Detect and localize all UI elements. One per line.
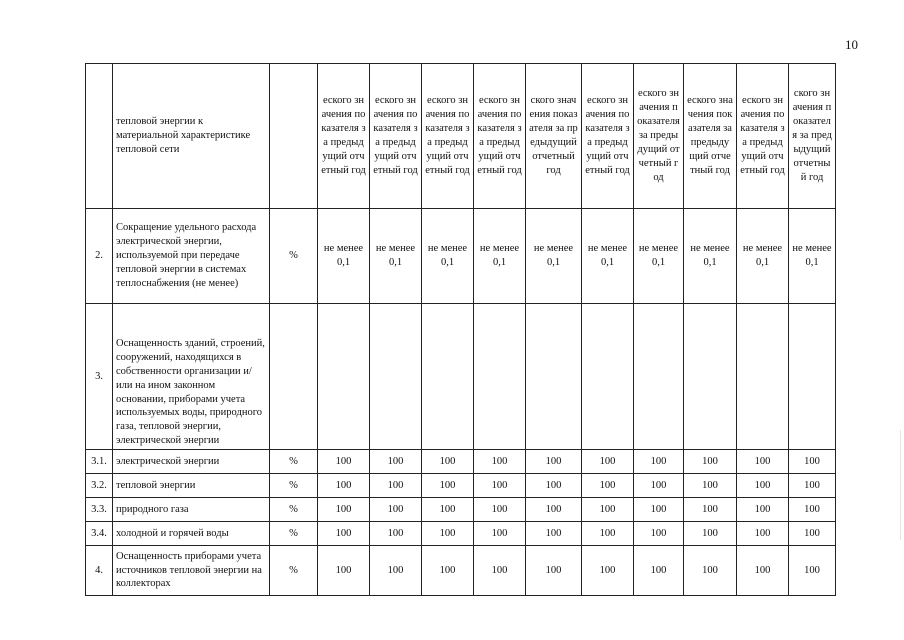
value-cell: ского значения показателя за предыдущий отчетный год — [789, 64, 836, 209]
value-cell: 100 — [526, 450, 582, 474]
value-cell: 100 — [318, 474, 370, 498]
value-cell: не менее 0,1 — [526, 209, 582, 304]
value-cell: 100 — [526, 546, 582, 596]
value-cell: 100 — [634, 546, 684, 596]
page-number: 10 — [845, 37, 858, 52]
value-cell: 100 — [474, 546, 526, 596]
indicator-name: электрической энергии — [113, 450, 270, 474]
value-cell: не менее 0,1 — [582, 209, 634, 304]
value-cell — [370, 304, 422, 450]
value-cell: 100 — [737, 546, 789, 596]
table-row — [86, 450, 836, 474]
table-row — [86, 304, 836, 450]
value-cell: 100 — [789, 474, 836, 498]
value-cell: 100 — [634, 474, 684, 498]
scan-edge-mark — [900, 430, 901, 540]
value-cell: 100 — [582, 498, 634, 522]
value-cell: 100 — [526, 498, 582, 522]
value-cell: 100 — [318, 498, 370, 522]
row-number: 2. — [86, 209, 113, 304]
indicator-name: Сокращение удельного расхода электрической энергии, используемой при передаче тепловой энергии в системах теплоснабжения (не менее) — [113, 209, 270, 304]
value-cell: еского значения показателя за предыдущий отчетный год — [422, 64, 474, 209]
table-row — [86, 522, 836, 546]
value-cell — [634, 304, 684, 450]
value-cell: еского значения показателя за предыдущий отчетный год — [474, 64, 526, 209]
unit-cell — [270, 64, 318, 209]
value-cell: 100 — [474, 450, 526, 474]
value-cell — [737, 304, 789, 450]
row-number: 4. — [86, 546, 113, 596]
value-cell: еского значения показателя за предыдущий отчетный год — [737, 64, 789, 209]
value-cell: 100 — [789, 546, 836, 596]
row-number: 3.4. — [86, 522, 113, 546]
value-cell: 100 — [370, 522, 422, 546]
value-cell — [789, 304, 836, 450]
value-cell: 100 — [789, 498, 836, 522]
value-cell: еского значения показателя за предыдущий отчетный год — [370, 64, 422, 209]
value-cell: 100 — [422, 546, 474, 596]
table-row — [86, 498, 836, 522]
value-cell: 100 — [634, 498, 684, 522]
unit-cell: % — [270, 474, 318, 498]
value-cell: 100 — [422, 498, 474, 522]
value-cell: еского значения показателя за предыдущий отчетный год — [318, 64, 370, 209]
value-cell: 100 — [474, 474, 526, 498]
table-row — [86, 546, 836, 596]
indicator-name: Оснащенность зданий, строений, сооружений, находящихся в собственности организации и/или на ином законном основании, приборами учета используемых воды, природного газа, тепловой энергии, электрической энергии — [116, 338, 265, 447]
row-number: 3.2. — [86, 474, 113, 498]
value-cell — [684, 304, 737, 450]
value-cell: 100 — [474, 522, 526, 546]
value-cell: 100 — [582, 546, 634, 596]
value-cell: 100 — [318, 546, 370, 596]
value-cell: не менее 0,1 — [634, 209, 684, 304]
value-cell: 100 — [582, 522, 634, 546]
value-cell: 100 — [526, 522, 582, 546]
value-cell — [474, 304, 526, 450]
row-number: 3.3. — [86, 498, 113, 522]
indicator-name: холодной и горячей воды — [113, 522, 270, 546]
value-cell: 100 — [474, 498, 526, 522]
table-row — [86, 209, 836, 304]
unit-cell: % — [270, 209, 318, 304]
unit-cell: % — [270, 450, 318, 474]
indicator-name: тепловой энергии к материальной характеристике тепловой сети — [113, 64, 270, 209]
row-number — [86, 64, 113, 209]
value-cell: 100 — [684, 522, 737, 546]
table-row — [86, 64, 836, 209]
indicator-name: Оснащенность приборами учета источников тепловой энергии на коллекторах — [113, 546, 270, 596]
value-cell: 100 — [684, 546, 737, 596]
value-cell: еского значения показателя за предыдущий отчетный год — [582, 64, 634, 209]
indicator-name: природного газа — [113, 498, 270, 522]
value-cell: 100 — [684, 474, 737, 498]
value-cell: не менее 0,1 — [370, 209, 422, 304]
value-cell: 100 — [684, 450, 737, 474]
value-cell: 100 — [370, 498, 422, 522]
value-cell: 100 — [318, 450, 370, 474]
value-cell: не менее 0,1 — [318, 209, 370, 304]
unit-cell: % — [270, 522, 318, 546]
value-cell: 100 — [737, 474, 789, 498]
indicator-name-cell — [113, 304, 270, 450]
row-number: 3.1. — [86, 450, 113, 474]
value-cell — [422, 304, 474, 450]
unit-cell — [270, 304, 318, 450]
value-cell: 100 — [422, 450, 474, 474]
value-cell — [318, 304, 370, 450]
indicators-table — [85, 63, 836, 596]
value-cell: 100 — [370, 546, 422, 596]
value-cell: не менее 0,1 — [737, 209, 789, 304]
value-cell — [582, 304, 634, 450]
value-cell: 100 — [370, 450, 422, 474]
indicator-name: тепловой энергии — [113, 474, 270, 498]
value-cell: ского значения показателя за предыдущий отчетный год — [526, 64, 582, 209]
value-cell: не менее 0,1 — [789, 209, 836, 304]
value-cell — [526, 304, 582, 450]
value-cell: 100 — [634, 522, 684, 546]
value-cell: 100 — [582, 450, 634, 474]
value-cell: не менее 0,1 — [422, 209, 474, 304]
unit-cell: % — [270, 546, 318, 596]
value-cell: 100 — [737, 450, 789, 474]
value-cell: еского значения показателя за предыдущий отчетный год — [634, 64, 684, 209]
value-cell: 100 — [684, 498, 737, 522]
value-cell: 100 — [422, 474, 474, 498]
row-number: 3. — [86, 304, 113, 450]
value-cell: 100 — [789, 450, 836, 474]
value-cell: 100 — [526, 474, 582, 498]
value-cell: 100 — [737, 522, 789, 546]
value-cell: не менее 0,1 — [684, 209, 737, 304]
value-cell: не менее 0,1 — [474, 209, 526, 304]
table-row — [86, 474, 836, 498]
value-cell: еского значения показателя за предыдущий отчетный год — [684, 64, 737, 209]
value-cell: 100 — [789, 522, 836, 546]
value-cell: 100 — [582, 474, 634, 498]
value-cell: 100 — [318, 522, 370, 546]
value-cell: 100 — [737, 498, 789, 522]
value-cell: 100 — [370, 474, 422, 498]
value-cell: 100 — [634, 450, 684, 474]
unit-cell: % — [270, 498, 318, 522]
value-cell: 100 — [422, 522, 474, 546]
